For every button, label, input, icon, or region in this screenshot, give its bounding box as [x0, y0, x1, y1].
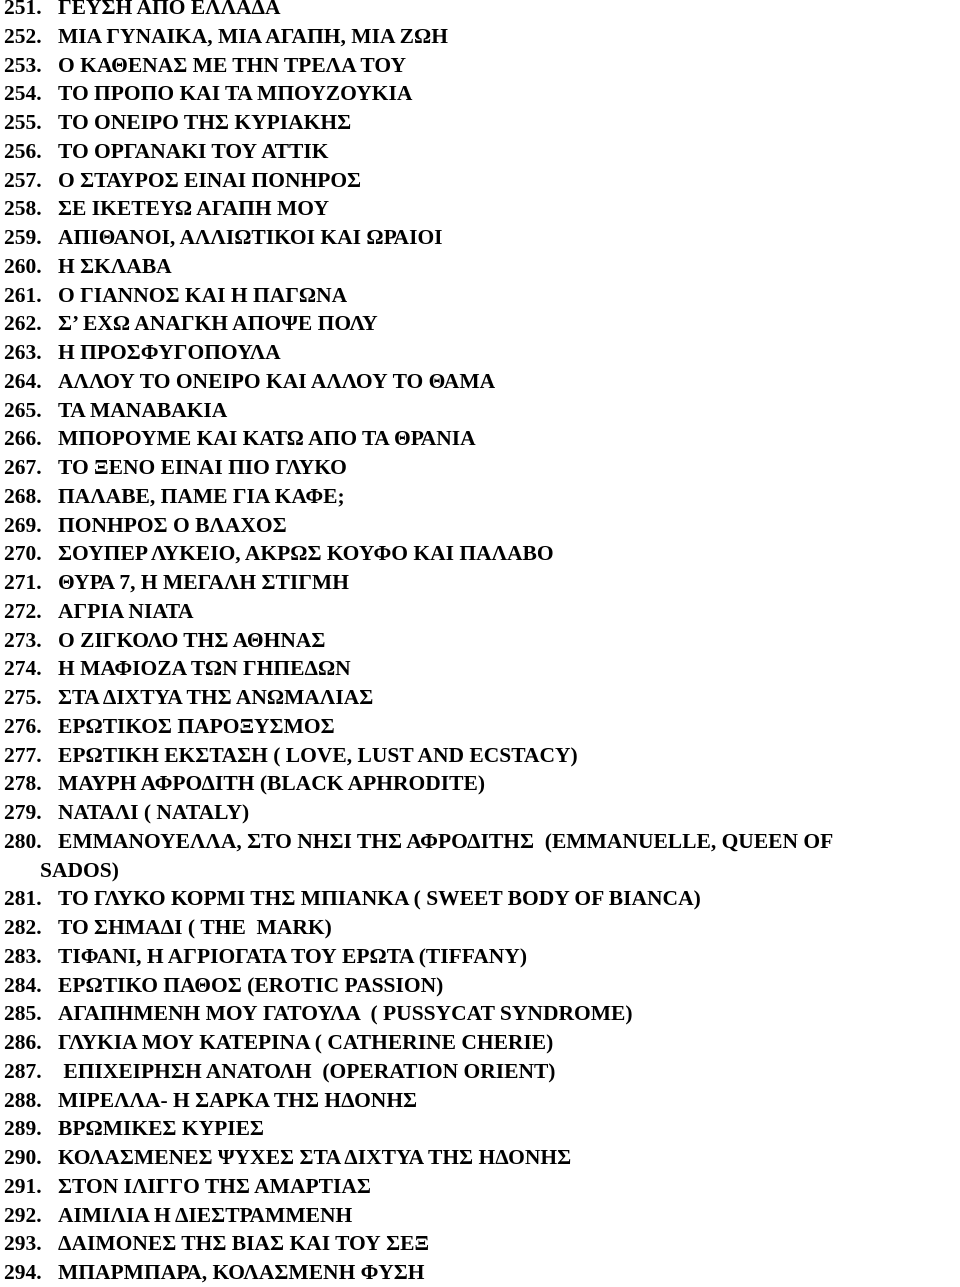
- item-number: 279.: [4, 800, 42, 824]
- item-title: ΕΡΩΤΙΚΟ ΠΑΘΟΣ (EROTIC PASSION): [58, 972, 444, 997]
- list-item: [0, 712, 960, 741]
- item-number: 269.: [4, 512, 42, 537]
- item-number: 288.: [4, 1087, 42, 1112]
- item-title: ΜΙΡΕΛΛΑ- Η ΣΑΡΚΑ ΤΗΣ ΗΔΟΝΗΣ: [58, 1087, 418, 1112]
- item-number: 280.: [4, 828, 42, 853]
- list-item: [0, 769, 960, 798]
- item-number: 256.: [4, 138, 42, 163]
- item-title: ΣΤΟΝ ΙΛΙΓΓΟ ΤΗΣ ΑΜΑΡΤΙΑΣ: [58, 1173, 371, 1198]
- item-number: 262.: [4, 311, 42, 336]
- item-number: 267.: [4, 455, 42, 479]
- list-item: [0, 424, 960, 453]
- list-item: [0, 396, 960, 425]
- item-number: 268.: [4, 483, 42, 508]
- item-number: 261.: [4, 282, 42, 307]
- item-title: ΘΥΡΑ 7, Η ΜΕΓΑΛΗ ΣΤΙΓΜΗ: [58, 570, 349, 594]
- item-number: 271.: [4, 570, 42, 594]
- item-title: ΤΟ ΠΡΟΠΟ ΚΑΙ ΤΑ ΜΠΟΥΖΟΥΚΙΑ: [58, 81, 413, 106]
- item-number: 265.: [4, 397, 42, 422]
- item-number: 255.: [4, 110, 42, 134]
- item-title: Η ΜΑΦΙΟΖΑ ΤΩΝ ΓΗΠΕΔΩΝ: [58, 656, 351, 681]
- item-title: ΑΙΜΙΛΙΑ Η ΔΙΕΣΤΡΑΜΜΕΝΗ: [58, 1202, 353, 1227]
- item-number: 263.: [4, 340, 42, 364]
- list-item: [0, 1229, 960, 1258]
- list-item: [0, 281, 960, 310]
- list-item: [0, 252, 960, 281]
- list-item: [0, 511, 960, 540]
- item-title: ΜΑΥΡΗ ΑΦΡΟΔΙΤΗ (BLACK APHRODITE): [58, 771, 485, 796]
- item-number: 258.: [4, 196, 42, 221]
- list-item: [0, 971, 960, 1000]
- list-item: [0, 367, 960, 396]
- item-title-block: [58, 827, 833, 856]
- item-number: 274.: [4, 656, 42, 681]
- item-number: 286.: [4, 1030, 42, 1054]
- list-item: [0, 1172, 960, 1201]
- item-title: ΚΟΛΑΣΜΕΝΕΣ ΨΥΧΕΣ ΣΤΑ ΔΙΧΤΥΑ ΤΗΣ ΗΔΟΝΗΣ: [58, 1145, 572, 1169]
- item-title: ΓΛΥΚΙΑ ΜΟΥ ΚΑΤΕΡΙΝΑ ( CATHERINE CHERIE): [58, 1030, 554, 1054]
- item-title: ΔΑΙΜΟΝΕΣ ΤΗΣ ΒΙΑΣ ΚΑΙ ΤΟΥ ΣΕΞ: [58, 1231, 430, 1256]
- item-title-continuation: SADOS): [40, 857, 119, 882]
- list-item: [0, 1086, 960, 1115]
- item-title: ΕΡΩΤΙΚΟΣ ΠΑΡΟΞΥΣΜΟΣ: [58, 713, 335, 738]
- list-item: [0, 223, 960, 252]
- item-title: ΜΙΑ ΓΥΝΑΙΚΑ, ΜΙΑ ΑΓΑΠΗ, ΜΙΑ ΖΩΗ: [58, 23, 448, 48]
- item-number: 252.: [4, 23, 42, 48]
- list-item: [0, 597, 960, 626]
- item-title: ΠΟΝΗΡΟΣ Ο ΒΛΑΧΟΣ: [58, 512, 287, 537]
- item-number: 292.: [4, 1202, 42, 1227]
- item-title: ΠΑΛΑΒΕ, ΠΑΜΕ ΓΙΑ ΚΑΦΕ;: [58, 483, 345, 508]
- item-number: 277.: [4, 742, 42, 767]
- list-item: [0, 1114, 960, 1143]
- list-item: [0, 568, 960, 597]
- list-item-wrapped: [0, 827, 960, 856]
- list-item: [0, 741, 960, 770]
- list-item: [0, 1258, 960, 1287]
- item-number: 282.: [4, 915, 42, 939]
- list-item: [0, 1028, 960, 1057]
- item-title: Σ’ ΕΧΩ ΑΝΑΓΚΗ ΑΠΟΨΕ ΠΟΛΥ: [58, 311, 378, 336]
- item-title: ΤΙΦΑΝΙ, Η ΑΓΡΙΟΓΑΤΑ ΤΟΥ ΕΡΩΤΑ (TIFFANY): [58, 943, 527, 968]
- item-title: ΤΟ ΟΡΓΑΝΑΚΙ ΤΟΥ ΑΤΤΙΚ: [58, 138, 329, 163]
- list-item: [0, 798, 960, 827]
- item-number: 266.: [4, 426, 42, 451]
- item-number: 278.: [4, 771, 42, 796]
- list-item: [0, 166, 960, 195]
- item-title: ΤΟ ΞΕΝΟ ΕΙΝΑΙ ΠΙΟ ΓΛΥΚΟ: [58, 455, 347, 479]
- item-number: 254.: [4, 81, 42, 106]
- item-number: 260.: [4, 253, 42, 278]
- list-item: [0, 0, 960, 22]
- item-title: ΕΜΜΑΝΟΥΕΛΛΑ, ΣΤΟ ΝΗΣΙ ΤΗΣ ΑΦΡΟΔΙΤΗΣ (EMMANUELLE, QUEEN OF: [58, 828, 834, 853]
- item-title: ΕΡΩΤΙΚΗ ΕΚΣΤΑΣΗ ( LOVE, LUST AND ECSTACY): [58, 742, 578, 767]
- item-number: 264.: [4, 368, 42, 393]
- item-title: ΤΟ ΓΛΥΚΟ ΚΟΡΜΙ ΤΗΣ ΜΠΙΑΝΚΑ ( SWEET BODY OF BIANCA): [58, 886, 701, 911]
- list-item: [0, 654, 960, 683]
- item-number: 285.: [4, 1001, 42, 1026]
- list-item-continuation: [0, 856, 960, 885]
- list-item: [0, 539, 960, 568]
- list-item: [0, 1143, 960, 1172]
- list-item: [0, 51, 960, 80]
- item-number: 289.: [4, 1116, 42, 1141]
- list-item: [0, 137, 960, 166]
- item-number: 283.: [4, 943, 42, 968]
- item-title: ΑΓΡΙΑ ΝΙΑΤΑ: [58, 598, 194, 623]
- item-title: ΕΠΙΧΕΙΡΗΣΗ ΑΝΑΤΟΛΗ (OPERATION ORIENT): [58, 1058, 556, 1083]
- item-title: Η ΣΚΛΑΒΑ: [58, 253, 172, 278]
- list-item: [0, 79, 960, 108]
- item-number: 284.: [4, 972, 42, 997]
- item-title: ΣΟΥΠΕΡ ΛΥΚΕΙΟ, ΑΚΡΩΣ ΚΟΥΦΟ ΚΑΙ ΠΑΛΑΒΟ: [58, 541, 554, 566]
- item-title: ΑΛΛΟΥ ΤΟ ΟΝΕΙΡΟ ΚΑΙ ΑΛΛΟΥ ΤΟ ΘΑΜΑ: [58, 368, 496, 393]
- item-number: 290.: [4, 1145, 42, 1169]
- list-item: [0, 482, 960, 511]
- item-number: 273.: [4, 627, 42, 652]
- item-title: Η ΠΡΟΣΦΥΓΟΠΟΥΛΑ: [58, 340, 281, 364]
- item-number: 276.: [4, 713, 42, 738]
- list-item: [0, 1057, 960, 1086]
- item-number: 272.: [4, 598, 42, 623]
- list-item: [0, 108, 960, 137]
- item-title: Ο ΖΙΓΚΟΛΟ ΤΗΣ ΑΘΗΝΑΣ: [58, 627, 326, 652]
- item-number: 253.: [4, 52, 42, 77]
- item-number: 287.: [4, 1058, 42, 1083]
- item-number: 270.: [4, 541, 42, 566]
- list-item: [0, 884, 960, 913]
- item-number: 281.: [4, 886, 42, 911]
- list-item: [0, 453, 960, 482]
- item-title: ΣΤΑ ΔΙΧΤΥΑ ΤΗΣ ΑΝΩΜΑΛΙΑΣ: [58, 685, 374, 709]
- item-title: ΝΑΤΑΛΙ ( NATALY): [58, 800, 250, 824]
- list-item: [0, 913, 960, 942]
- item-title: ΓΕΥΣΗ ΑΠΟ ΕΛΛΑΔΑ: [58, 0, 281, 19]
- list-item: [0, 626, 960, 655]
- item-number: 275.: [4, 685, 42, 709]
- item-title: Ο ΣΤΑΥΡΟΣ ΕΙΝΑΙ ΠΟΝΗΡΟΣ: [58, 167, 362, 192]
- list-item: [0, 683, 960, 712]
- item-title: ΜΠΑΡΜΠΑΡΑ, ΚΟΛΑΣΜΕΝΗ ΦΥΣΗ: [58, 1260, 425, 1284]
- list-item: [0, 22, 960, 51]
- item-title: ΤΑ ΜΑΝΑΒΑΚΙΑ: [58, 397, 228, 422]
- item-title: Ο ΓΙΑΝΝΟΣ ΚΑΙ Η ΠΑΓΩΝΑ: [58, 282, 348, 307]
- item-title: ΑΓΑΠΗΜΕΝΗ ΜΟΥ ΓΑΤΟΥΛΑ ( PUSSYCAT SYNDROME): [58, 1001, 633, 1026]
- item-number: 257.: [4, 167, 42, 192]
- item-number: 291.: [4, 1173, 42, 1198]
- item-title: ΜΠΟΡΟΥΜΕ ΚΑΙ ΚΑΤΩ ΑΠΟ ΤΑ ΘΡΑΝΙΑ: [58, 426, 476, 451]
- item-number: 259.: [4, 225, 42, 249]
- item-title: ΤΟ ΟΝΕΙΡΟ ΤΗΣ ΚΥΡΙΑΚΗΣ: [58, 110, 352, 134]
- list-item: [0, 338, 960, 367]
- item-title: ΤΟ ΣΗΜΑΔΙ ( THE MARK): [58, 915, 332, 939]
- list-item: [0, 1201, 960, 1230]
- item-number: 251.: [4, 0, 42, 19]
- item-number: 294.: [4, 1260, 42, 1284]
- list-item: [0, 309, 960, 338]
- list-item: [0, 942, 960, 971]
- item-title: ΒΡΩΜΙΚΕΣ ΚΥΡΙΕΣ: [58, 1116, 264, 1141]
- item-title: ΣΕ ΙΚΕΤΕΥΩ ΑΓΑΠΗ ΜΟΥ: [58, 196, 329, 221]
- list-item: [0, 999, 960, 1028]
- item-title: ΑΠΙΘΑΝΟΙ, ΑΛΛΙΩΤΙΚΟΙ ΚΑΙ ΩΡΑΙΟΙ: [58, 225, 443, 249]
- item-number: 293.: [4, 1231, 42, 1256]
- item-title: Ο ΚΑΘΕΝΑΣ ΜΕ ΤΗΝ ΤΡΕΛΑ ΤΟΥ: [58, 52, 407, 77]
- list-item: [0, 194, 960, 223]
